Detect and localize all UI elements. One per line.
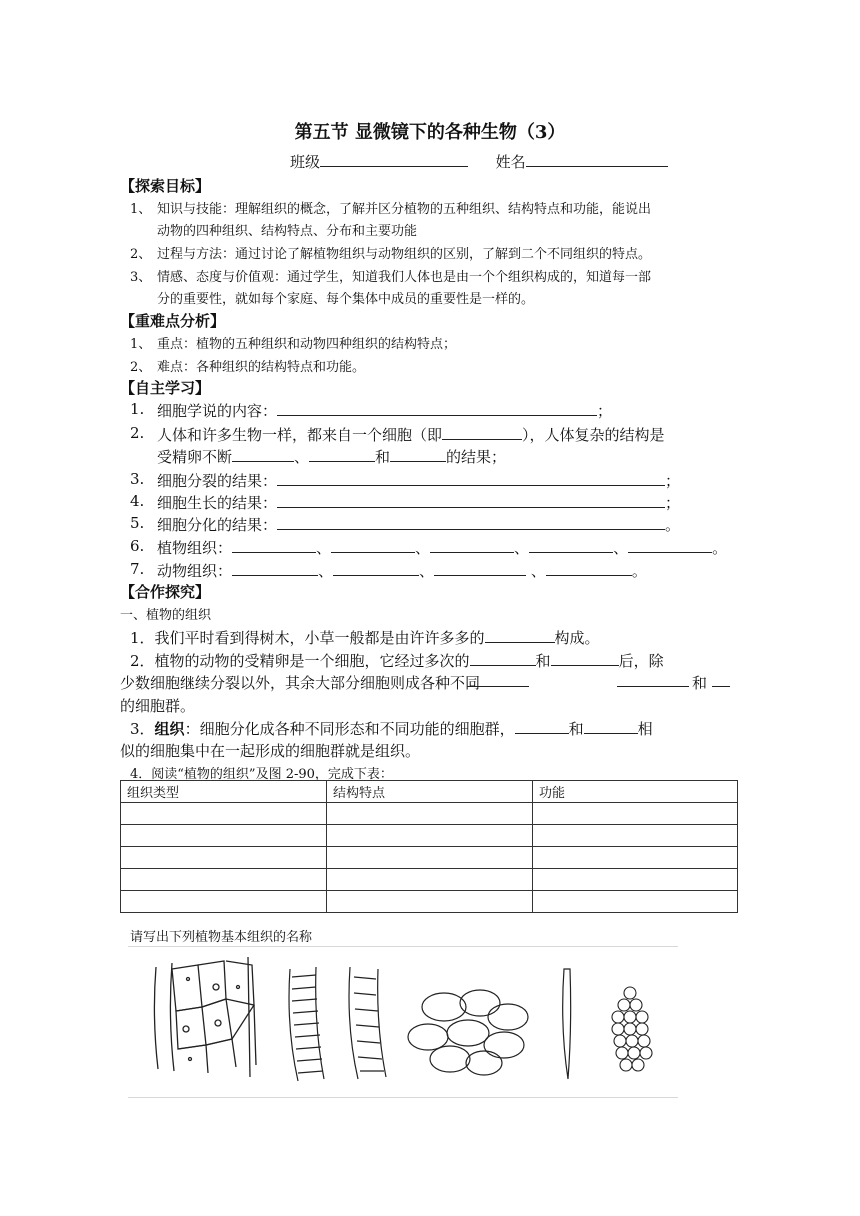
q6-blank-4[interactable] <box>529 538 613 553</box>
name-blank[interactable] <box>526 152 668 167</box>
p2-blank-5[interactable] <box>712 672 730 687</box>
p2-and: 和 <box>692 674 708 692</box>
goal-2-line1: 过程与方法：通过讨论了解植物组织与动物组织的区别，了解到二个不同组织的特点。 <box>157 247 652 262</box>
p3-blank-1[interactable] <box>515 719 569 734</box>
table-cell[interactable] <box>121 825 327 847</box>
coop-p3-line2: 似的细胞集中在一起形成的细胞群就是组织。 <box>120 742 421 760</box>
table-cell[interactable] <box>121 803 327 825</box>
section-coop: 【合作探究】 <box>120 583 211 601</box>
key-1-num: 1、 <box>130 337 152 352</box>
sieve-tube-drawing <box>349 967 386 1079</box>
table-row <box>121 825 738 847</box>
table-cell[interactable] <box>327 847 533 869</box>
p2-blank-3[interactable] <box>467 672 529 687</box>
table-cell[interactable] <box>327 869 533 891</box>
q2-blank-2[interactable] <box>232 447 294 462</box>
goal-3-line1: 情感、态度与价值观：通过学生，知道我们人体也是由一个个组织构成的，知道每一部 <box>157 270 652 285</box>
q7-blank-1[interactable] <box>232 561 318 576</box>
plant-tissue-illustration <box>128 947 678 1097</box>
goal-1-num: 1、 <box>130 202 152 217</box>
q2-line2: 受精卵不断 、 和 的结果； <box>157 448 507 466</box>
name-label: 姓名 <box>495 153 526 171</box>
q7-blank-3[interactable] <box>434 561 526 576</box>
p1-blank[interactable] <box>485 628 555 643</box>
coop-p4: 4．阅读“植物的组织”及图 2-90，完成下表： <box>130 767 393 782</box>
table-row <box>121 891 738 913</box>
q6-blank-5[interactable] <box>628 538 712 553</box>
header-structure: 结构特点 <box>327 781 533 803</box>
q2-blank-1[interactable] <box>442 425 522 440</box>
q7-line: 动物组织： 、 、 、 。 <box>157 562 647 580</box>
q2-blank-3[interactable] <box>309 447 375 462</box>
table-header-row <box>121 781 738 803</box>
coop-p3-line1: 3．组织：细胞分化成各种不同形态和不同功能的细胞群， 和 相 <box>130 720 653 738</box>
q6-line: 植物组织： 、 、 、 、 。 <box>157 539 728 557</box>
goal-3-num: 3、 <box>130 270 152 285</box>
q7-blank-2[interactable] <box>333 561 419 576</box>
section-self-study: 【自主学习】 <box>120 379 211 397</box>
table-cell[interactable] <box>533 847 738 869</box>
q6-blank-3[interactable] <box>430 538 514 553</box>
coop-p2-line2: 少数细胞继续分裂以外，其余大部分细胞则成各种不同 <box>120 674 481 692</box>
meristem-drawing <box>612 987 652 1071</box>
page-title: 第五节 显微镜下的各种生物（3） <box>294 122 566 143</box>
q4-line: 细胞生长的结果： ； <box>157 494 681 512</box>
q1-line: 细胞学说的内容： ； <box>157 402 613 420</box>
table-cell[interactable] <box>121 847 327 869</box>
q5-num: 5. <box>130 514 145 532</box>
coop-p2-line1: 2．植物的动物的受精卵是一个细胞，它经过多次的 和 后，除 <box>130 652 664 670</box>
coop-heading: 一、植物的组织 <box>120 608 212 623</box>
table-cell[interactable] <box>121 891 327 913</box>
q2-line1: 人体和许多生物一样，都来自一个细胞（即 ），人体复杂的结构是 <box>157 426 665 444</box>
class-label: 班级 <box>290 153 321 171</box>
p3-blank-2[interactable] <box>584 719 638 734</box>
q3-blank[interactable] <box>277 471 665 486</box>
class-blank[interactable] <box>320 152 468 167</box>
header-tissue-type: 组织类型 <box>121 781 327 803</box>
goal-1-line2: 动物的四种组织、结构特点、分布和主要功能 <box>157 224 418 239</box>
cell-cluster-drawing <box>408 990 528 1075</box>
plant-tissue-figure <box>128 946 678 1098</box>
tissue-table <box>120 780 738 913</box>
section-key: 【重难点分析】 <box>120 312 226 330</box>
q7-blank-4[interactable] <box>546 561 632 576</box>
goal-2-num: 2、 <box>130 247 152 262</box>
q4-num: 4. <box>130 492 145 510</box>
q3-line: 细胞分裂的结果： ； <box>157 472 681 490</box>
q5-blank[interactable] <box>277 515 665 530</box>
section-goals: 【探索目标】 <box>120 177 211 195</box>
q2-blank-4[interactable] <box>390 447 446 462</box>
p2-blank-4[interactable] <box>617 672 689 687</box>
q4-blank[interactable] <box>277 493 665 508</box>
q6-blank-1[interactable] <box>232 538 316 553</box>
q1-num: 1. <box>130 400 145 418</box>
table-cell[interactable] <box>533 803 738 825</box>
table-cell[interactable] <box>327 891 533 913</box>
goal-1-line1: 知识与技能：理解组织的概念，了解并区分植物的五种组织、结构特点和功能，能说出 <box>157 202 652 217</box>
table-row <box>121 869 738 891</box>
q6-num: 6. <box>130 537 145 555</box>
q6-blank-2[interactable] <box>331 538 415 553</box>
fiber-cell-drawing <box>563 969 571 1079</box>
table-cell[interactable] <box>533 869 738 891</box>
q7-num: 7. <box>130 560 145 578</box>
key-1-text: 重点：植物的五种组织和动物四种组织的结构特点； <box>157 337 457 352</box>
table-cell[interactable] <box>533 825 738 847</box>
parenchyma-cells-drawing <box>154 957 256 1077</box>
figure-caption: 请写出下列植物基本组织的名称 <box>130 930 313 945</box>
key-2-num: 2、 <box>130 360 152 375</box>
class-name-line <box>290 151 668 172</box>
q1-blank[interactable] <box>277 401 597 416</box>
q3-num: 3. <box>130 470 145 488</box>
vessel-drawing <box>289 967 324 1081</box>
coop-p1: 1．我们平时看到得树木，小草一般都是由许许多多的 构成。 <box>130 629 600 647</box>
table-cell[interactable] <box>327 825 533 847</box>
coop-p2-line3: 的细胞群。 <box>120 697 196 715</box>
key-2-text: 难点：各种组织的结构特点和功能。 <box>157 360 366 375</box>
table-cell[interactable] <box>121 869 327 891</box>
q2-num: 2. <box>130 424 145 442</box>
header-function: 功能 <box>533 781 738 803</box>
q5-line: 细胞分化的结果： 。 <box>157 516 681 534</box>
goal-3-line2: 分的重要性，就如每个家庭、每个集体中成员的重要性是一样的。 <box>157 292 535 307</box>
p2-blank-1[interactable] <box>470 651 536 666</box>
table-row <box>121 803 738 825</box>
p2-blank-2[interactable] <box>551 651 619 666</box>
table-cell[interactable] <box>327 803 533 825</box>
table-cell[interactable] <box>533 891 738 913</box>
table-row <box>121 847 738 869</box>
